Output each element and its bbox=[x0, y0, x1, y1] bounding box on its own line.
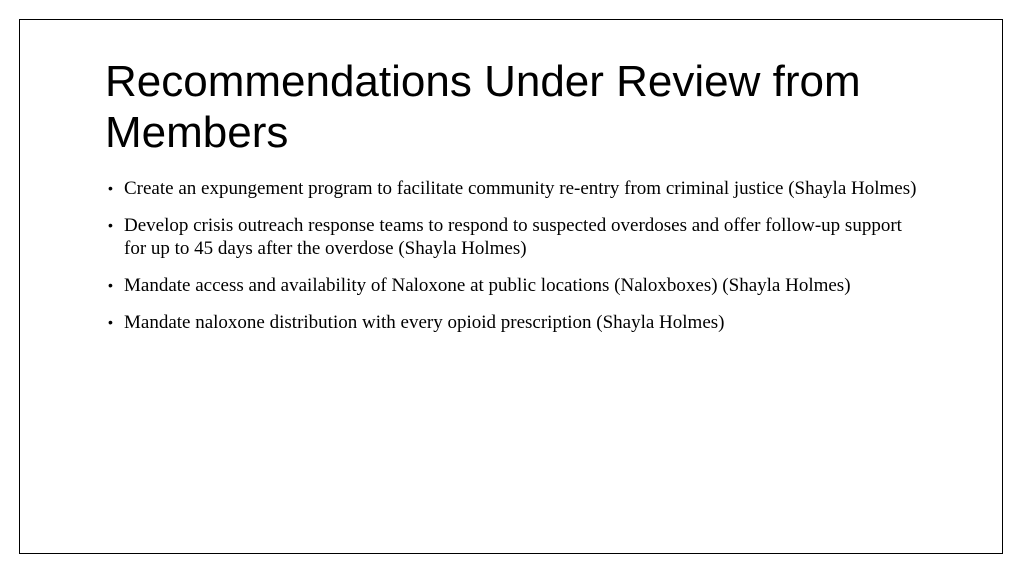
bullet-text: Develop crisis outreach response teams to respond to suspected overdoses and offer follow-up support for up to 45 days after the overdose (Shayla Holmes) bbox=[124, 215, 902, 259]
slide bbox=[19, 19, 1003, 554]
bullet-text: Mandate access and availability of Naloxone at public locations (Naloxboxes) (Shayla Holmes) bbox=[124, 275, 851, 296]
bullet-item bbox=[106, 274, 926, 297]
bullet-item bbox=[106, 177, 926, 200]
bullet-text: Mandate naloxone distribution with every opioid prescription (Shayla Holmes) bbox=[124, 312, 725, 333]
bullet-text: Create an expungement program to facilitate community re-entry from criminal justice (Shayla Holmes) bbox=[124, 178, 917, 199]
bullet-icon: • bbox=[108, 314, 113, 330]
bullet-icon: • bbox=[108, 217, 113, 233]
bullet-list bbox=[106, 177, 926, 348]
bullet-item bbox=[106, 311, 926, 334]
bullet-icon: • bbox=[108, 180, 113, 196]
bullet-item bbox=[106, 214, 926, 260]
slide-title: Recommendations Under Review from Members bbox=[105, 57, 861, 157]
bullet-icon: • bbox=[108, 277, 113, 293]
